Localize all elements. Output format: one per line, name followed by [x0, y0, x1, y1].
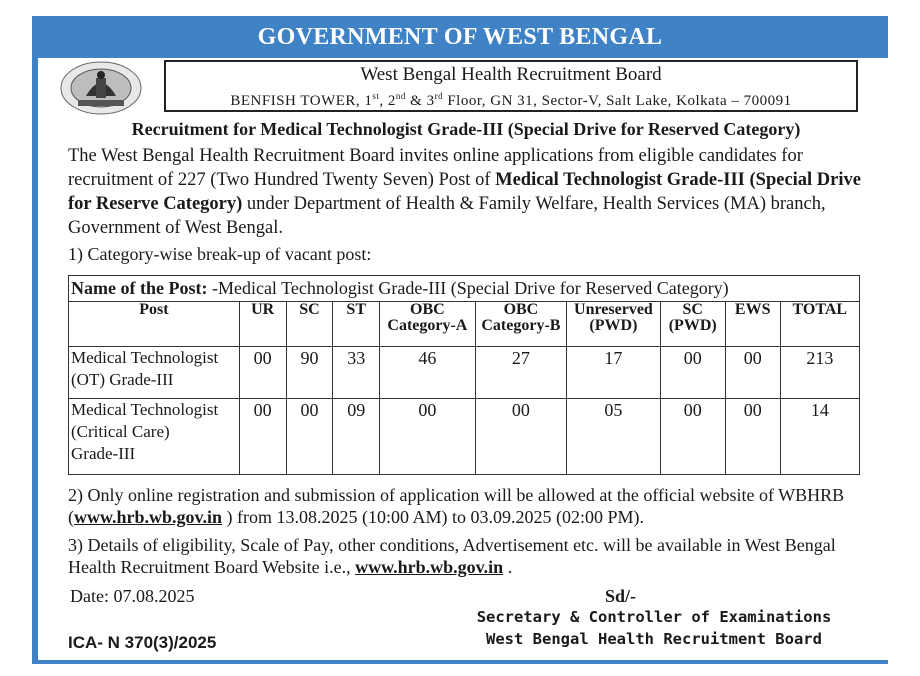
header-ur: UR [239, 302, 286, 347]
header-line: Unreserved [574, 301, 653, 318]
address-sup: nd [395, 91, 406, 101]
cell-sc: 90 [286, 347, 333, 399]
point-1: 1) Category-wise break-up of vacant post: [68, 244, 372, 264]
header-st: ST [333, 302, 380, 347]
cell-ur: 00 [239, 347, 286, 399]
signature-sd: Sd/- [605, 586, 637, 606]
board-address [166, 86, 856, 111]
board-header-box [164, 60, 858, 112]
header-sc-pwd [660, 302, 725, 347]
cell-ur: 00 [239, 399, 286, 475]
cell-sc-pwd: 00 [660, 399, 725, 475]
recruitment-title: Recruitment for Medical Technologist Grade-III (Special Drive for Reserved Category) [131, 119, 801, 139]
header-line: SC [682, 301, 703, 318]
table-row [69, 399, 860, 475]
post-line: Medical Technologist [71, 348, 219, 367]
signatory-block [454, 606, 854, 650]
header-line: OBC [503, 301, 539, 318]
header-line: Category-B [481, 317, 561, 334]
cell-obc-a: 46 [380, 347, 476, 399]
signatory-org: West Bengal Health Recruitment Board [486, 630, 822, 648]
intro-paragraph [68, 144, 868, 240]
intro-text: The West Bengal Health Recruitment Board invites online applications from eligible candidates for recruitment of 227 (Two Hundred Twenty Seven) Post of [68, 146, 803, 190]
header-ur-pwd [567, 302, 661, 347]
post-name-label: Name of the Post: [71, 278, 208, 298]
cell-ews: 00 [725, 399, 780, 475]
address-sup: rd [434, 91, 444, 101]
cell-ur-pwd: 05 [567, 399, 661, 475]
cell-sc-pwd: 00 [660, 347, 725, 399]
website-link[interactable]: www.hrb.wb.gov.in [74, 507, 223, 527]
post-line: (Critical Care) [71, 422, 170, 441]
post-line: (OT) Grade-III [71, 370, 174, 389]
header-ews: EWS [725, 302, 780, 347]
board-name: West Bengal Health Recruitment Board [360, 64, 662, 85]
point-3 [68, 534, 868, 578]
ica-number: ICA- N 370(3)/2025 [68, 633, 217, 652]
point-3-text: 3) Details of eligibility, Scale of Pay, other conditions, Advertisement etc. will be available in West Bengal Health Recruitment Board Website i.e., [68, 535, 836, 577]
post-name-cell [69, 276, 860, 302]
cell-st: 33 [333, 347, 380, 399]
header-line: Category-A [387, 317, 468, 334]
address-text: , 2 [379, 93, 396, 109]
cell-obc-b: 00 [475, 399, 567, 475]
post-cell [69, 399, 240, 475]
cell-obc-a: 00 [380, 399, 476, 475]
intro-post-name: Medical Technologist Grade-III (Special Drive for Reserve Category) [68, 170, 861, 214]
header-post: Post [69, 302, 240, 347]
government-title: GOVERNMENT OF WEST BENGAL [257, 24, 663, 50]
header-total: TOTAL [780, 302, 859, 347]
point-2-text: ) from 13.08.2025 (10:00 AM) to 03.09.2025 (02:00 PM). [222, 507, 645, 527]
vacancy-table [68, 275, 860, 475]
address-sup: st [372, 91, 380, 101]
website-link[interactable]: www.hrb.wb.gov.in [355, 557, 504, 577]
cell-sc: 00 [286, 399, 333, 475]
header-line: (PWD) [589, 317, 638, 334]
notice-date: Date: 07.08.2025 [70, 586, 195, 606]
header-obc-a [380, 302, 476, 347]
cell-total: 14 [780, 399, 859, 475]
point-2 [68, 484, 868, 528]
address-text: BENFISH TOWER, 1 [230, 93, 373, 109]
post-line: Medical Technologist [71, 400, 219, 419]
point-2-text: 2) Only online registration and submission of application will be allowed at the official website of WBHRB ( [68, 485, 845, 527]
post-name-row [69, 276, 860, 302]
table-row [69, 347, 860, 399]
cell-obc-b: 27 [475, 347, 567, 399]
address-text: & 3 [405, 93, 435, 109]
cell-total: 213 [780, 347, 859, 399]
header-sc: SC [286, 302, 333, 347]
cell-ews: 00 [725, 347, 780, 399]
point-3-text: . [503, 557, 513, 577]
post-cell [69, 347, 240, 399]
address-text: Floor, GN 31, Sector-V, Salt Lake, Kolkata – 700091 [443, 93, 792, 109]
cell-ur-pwd: 17 [567, 347, 661, 399]
cell-st: 09 [333, 399, 380, 475]
post-name-value: -Medical Technologist Grade-III (Special Drive for Reserved Category) [207, 278, 729, 298]
header-line: OBC [410, 301, 445, 318]
table-header-row [69, 302, 860, 347]
post-line: Grade-III [71, 444, 136, 463]
signatory-title: Secretary & Controller of Examinations [476, 608, 832, 626]
intro-text: under Department of Health & Family Welfare, Health Services (MA) branch, Government of West Bengal. [68, 194, 826, 238]
wbhrb-logo-icon [58, 60, 144, 116]
header-line: (PWD) [668, 317, 717, 334]
header-obc-b [475, 302, 567, 347]
